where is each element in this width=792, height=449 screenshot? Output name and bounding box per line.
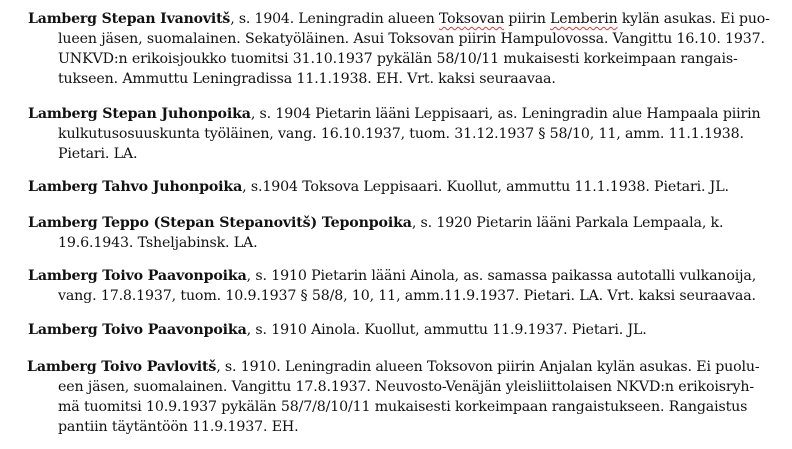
entry-name: Lamberg Stepan Ivanovitš xyxy=(28,11,231,27)
entry-line: pantiin täytäntöön 11.9.1937. EH. xyxy=(58,419,299,435)
entry-name: Lamberg Stepan Juhonpoika xyxy=(28,106,251,122)
entry-text: piirin xyxy=(504,11,551,27)
entry-line: mä tuomitsi 10.9.1937 pykälän 58/7/8/10/11 mukaisesti korkeimpaan rangaistukseen. Rangaistus xyxy=(58,399,748,415)
entry-line: een jäsen, suomalainen. Vangittu 17.8.1937. Neuvosto-Venäjän yleisliittolaisen NKVD:n erikoisryh- xyxy=(58,379,754,395)
entry-name: Lamberg Teppo (Stepan Stepanovitš) Teponpoika xyxy=(28,215,412,231)
entry-text: , s. 1904 Pietarin lääni Leppisaari, as. Leningradin alue Hampaala piirin xyxy=(250,106,761,122)
entry-text: , s. 1910 Ainola. Kuollut, ammuttu 11.9.1937. Pietari. JL. xyxy=(246,322,647,338)
entry-text: , s. 1904. Leningradin alueen xyxy=(230,11,439,27)
entry-line: lueen jäsen, suomalainen. Sekatyöläinen. Asui Toksovan piirin Hampulovossa. Vangittu 16.10. 1937. xyxy=(58,31,765,47)
entry-name: Lamberg Toivo Paavonpoika xyxy=(28,268,247,284)
entry-line xyxy=(28,9,770,29)
entry-text: , s.1904 Toksova Leppisaari. Kuollut, ammuttu 11.1.1938. Pietari. JL. xyxy=(242,179,729,195)
entry-line xyxy=(28,213,723,233)
entry-name: Lamberg Toivo Paavonpoika xyxy=(28,322,247,338)
entry-text: , s. 1910. Leningradin alueen Toksovon piirin Anjalan kylän asukas. Ei puolu- xyxy=(216,359,760,375)
entry-line: UNKVD:n erikoisjoukko tuomitsi 31.10.1937 pykälän 58/10/11 mukaisesti korkeimpaan rangais- xyxy=(58,51,738,67)
entry-text: , s. 1910 Pietarin lääni Ainola, as. samassa paikassa autotalli vulkanoija, xyxy=(246,268,757,284)
entry-line xyxy=(27,357,760,377)
entry-line xyxy=(28,177,729,197)
spellcheck-word: Toksovan xyxy=(438,11,505,27)
entry-line: Pietari. LA. xyxy=(58,146,138,162)
entry-line: tukseen. Ammuttu Leningradissa 11.1.1938. EH. Vrt. kaksi seuraavaa. xyxy=(58,71,556,87)
entry-name: Lamberg Tahvo Juhonpoika xyxy=(28,179,243,195)
entry-text: , s. 1920 Pietarin lääni Parkala Lempaala, k. xyxy=(411,215,724,231)
entry-line: vang. 17.8.1937, tuom. 10.9.1937 § 58/8, 10, 11, amm.11.9.1937. Pietari. LA. Vrt. kaksi seuraavaa. xyxy=(58,288,756,304)
entry-text: kylän asukas. Ei puo- xyxy=(617,11,770,27)
entry-line xyxy=(28,104,761,124)
spellcheck-word: Lemberin xyxy=(550,11,618,27)
entry-line: 19.6.1943. Tsheljabinsk. LA. xyxy=(58,235,258,251)
entry-name: Lamberg Toivo Pavlovitš xyxy=(27,359,217,375)
entry-line xyxy=(28,266,756,286)
entry-line: kulkutusosuuskunta työläinen, vang. 16.10.1937, tuom. 31.12.1937 § 58/10, 11, amm. 11.1.1938. xyxy=(58,126,744,142)
entry-line xyxy=(28,320,647,340)
